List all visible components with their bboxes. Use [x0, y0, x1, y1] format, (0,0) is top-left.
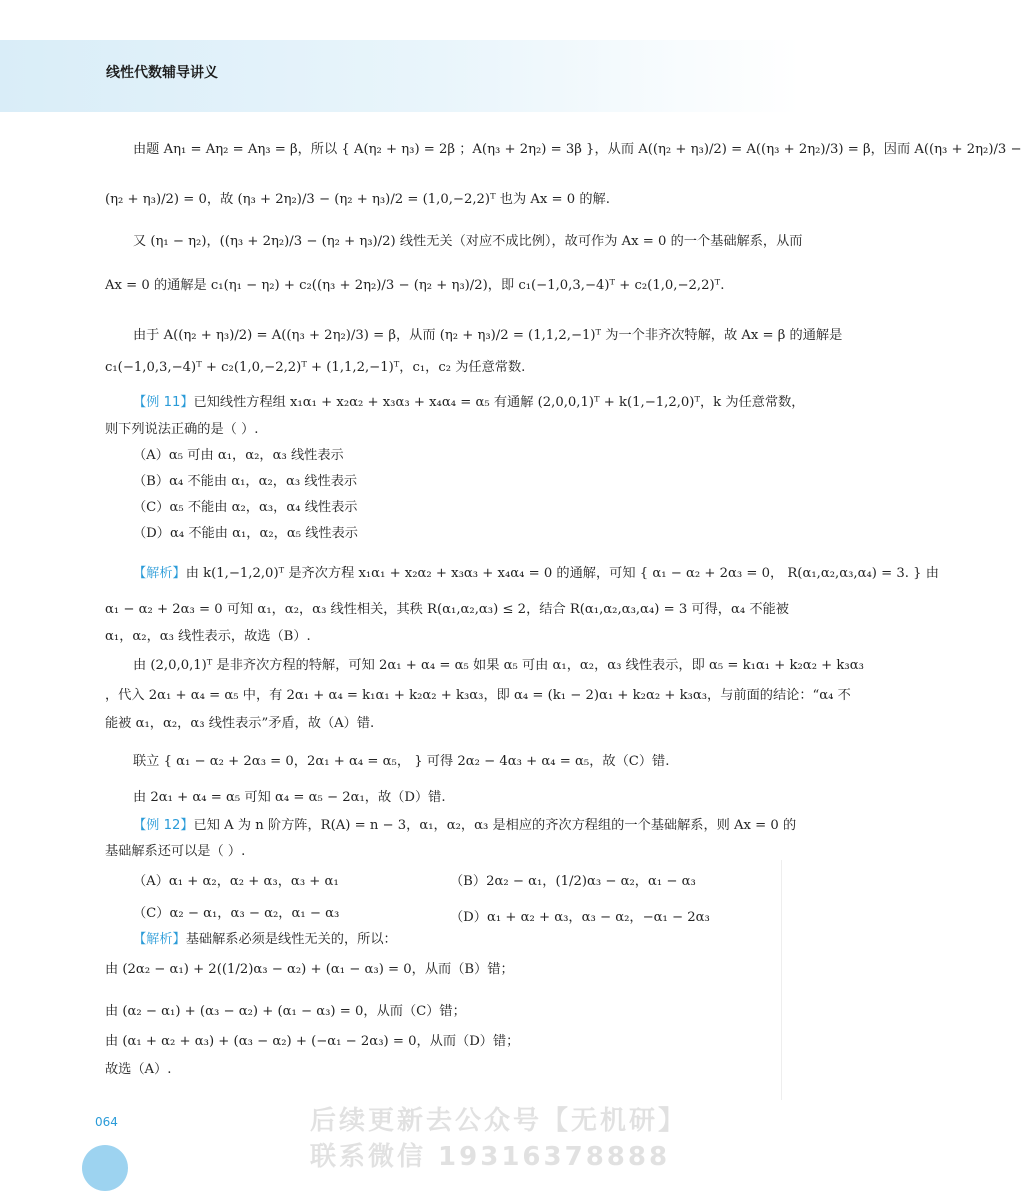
page-number: 064: [95, 1115, 118, 1129]
watermark-line-2: 联系微信 19316378888: [310, 1142, 671, 1172]
corner-decoration: [82, 1145, 128, 1191]
text-line: 能被 α₁，α₂，α₃ 线性表示”矛盾，故（A）错.: [105, 716, 375, 731]
choice-d: （D）α₄ 不能由 α₁，α₂，α₅ 线性表示: [133, 526, 358, 541]
solution-11: 【解析】由 k(1,−1,2,0)ᵀ 是齐次方程 x₁α₁ + x₂α₂ + x₃α₃ + x₄α₄ = 0 的通解，可知 { α₁ − α₂ + 2α₃ = 0， R(α₁,α₂,α₃,α₄) = 3. } 由: [133, 566, 939, 581]
text-line: 由 2α₁ + α₄ = α₅ 可知 α₄ = α₅ − 2α₁，故（D）错.: [133, 790, 446, 805]
text-line: (η₂ + η₃)/2) = 0，故 (η₃ + 2η₂)/3 − (η₂ + η₃)/2 = (1,0,−2,2)ᵀ 也为 Ax = 0 的解.: [105, 192, 610, 207]
section-tag: 【解析】: [133, 932, 186, 947]
text-line: 则下列说法正确的是（ ）.: [105, 422, 259, 437]
example-11-statement: 【例 11】已知线性方程组 x₁α₁ + x₂α₂ + x₃α₃ + x₄α₄ = α₅ 有通解 (2,0,0,1)ᵀ + k(1,−1,2,0)ᵀ，k 为任意常数，: [133, 395, 805, 410]
text-line: 基础解系还可以是（ ）.: [105, 844, 246, 859]
section-tag: 【例 11】: [133, 395, 194, 410]
example-12-statement: 【例 12】已知 A 为 n 阶方阵，R(A) = n − 3，α₁，α₂，α₃ 是相应的齐次方程组的一个基础解系，则 Ax = 0 的: [133, 818, 797, 833]
choice-c: （C）α₂ − α₁，α₃ − α₂，α₁ − α₃: [133, 906, 340, 921]
choice-b: （B）2α₂ − α₁，(1/2)α₃ − α₂，α₁ − α₃: [450, 874, 696, 889]
text-line: Ax = 0 的通解是 c₁(η₁ − η₂) + c₂((η₃ + 2η₂)/3 − (η₂ + η₃)/2)，即 c₁(−1,0,3,−4)ᵀ + c₂(1,0,−2,2)ᵀ.: [105, 278, 725, 293]
choice-d: （D）α₁ + α₂ + α₃，α₃ − α₂，−α₁ − 2α₃: [450, 910, 710, 925]
text-line: 由 (α₁ + α₂ + α₃) + (α₃ − α₂) + (−α₁ − 2α₃) = 0，从而（D）错；: [105, 1034, 520, 1049]
text-line: α₁，α₂，α₃ 线性表示，故选（B）.: [105, 629, 311, 644]
text-line: 联立 { α₁ − α₂ + 2α₃ = 0，2α₁ + α₄ = α₅， } 可得 2α₂ − 4α₃ + α₄ = α₅，故（C）错.: [133, 754, 670, 769]
running-header: 线性代数辅导讲义: [106, 65, 218, 81]
text-line: α₁ − α₂ + 2α₃ = 0 可知 α₁，α₂，α₃ 线性相关，其秩 R(α₁,α₂,α₃) ≤ 2，结合 R(α₁,α₂,α₃,α₄) = 3 可得，α₄ 不能被: [105, 602, 789, 617]
watermark-line-1: 后续更新去公众号【无机研】: [310, 1106, 688, 1136]
text-line: 由于 A((η₂ + η₃)/2) = A((η₃ + 2η₂)/3) = β，从而 (η₂ + η₃)/2 = (1,1,2,−1)ᵀ 为一个非齐次特解，故 Ax = β 的通解是: [133, 328, 843, 343]
text-line: 故选（A）.: [105, 1062, 172, 1077]
text-line: ，代入 2α₁ + α₄ = α₅ 中，有 2α₁ + α₄ = k₁α₁ + k₂α₂ + k₃α₃，即 α₄ = (k₁ − 2)α₁ + k₂α₂ + k₃α₃，与前面的结论：“α₄ 不: [105, 688, 851, 703]
text-line: 由 (α₂ − α₁) + (α₃ − α₂) + (α₁ − α₃) = 0，从而（C）错；: [105, 1004, 466, 1019]
text-line: 又 (η₁ − η₂)，((η₃ + 2η₂)/3 − (η₂ + η₃)/2) 线性无关（对应不成比例），故可作为 Ax = 0 的一个基础解系，从而: [133, 234, 803, 249]
text-line: 由题 Aη₁ = Aη₂ = Aη₃ = β，所以 { A(η₂ + η₃) = 2β ；A(η₃ + 2η₂) = 3β }，从而 A((η₂ + η₃)/2) = A((η₃ + 2η₂)/3) = β，因而 A((η₃ + 2η₂)/3 −: [133, 142, 1022, 157]
choice-b: （B）α₄ 不能由 α₁，α₂，α₃ 线性表示: [133, 474, 358, 489]
text-line: c₁(−1,0,3,−4)ᵀ + c₂(1,0,−2,2)ᵀ + (1,1,2,−1)ᵀ，c₁，c₂ 为任意常数.: [105, 360, 526, 375]
section-tag: 【解析】: [133, 566, 186, 581]
section-tag: 【例 12】: [133, 818, 194, 833]
solution-12: 【解析】基础解系必须是线性无关的，所以：: [133, 932, 397, 947]
margin-rule: [781, 860, 782, 1100]
text-line: 由 (2α₂ − α₁) + 2((1/2)α₃ − α₂) + (α₁ − α₃) = 0，从而（B）错；: [105, 962, 514, 977]
text-line: 由 (2,0,0,1)ᵀ 是非齐次方程的特解，可知 2α₁ + α₄ = α₅ 如果 α₅ 可由 α₁，α₂，α₃ 线性表示，即 α₅ = k₁α₁ + k₂α₂ + k₃α₃: [133, 658, 864, 673]
choice-a: （A）α₁ + α₂，α₂ + α₃，α₃ + α₁: [133, 874, 339, 889]
choice-a: （A）α₅ 可由 α₁，α₂，α₃ 线性表示: [133, 448, 344, 463]
choice-c: （C）α₅ 不能由 α₂，α₃，α₄ 线性表示: [133, 500, 358, 515]
